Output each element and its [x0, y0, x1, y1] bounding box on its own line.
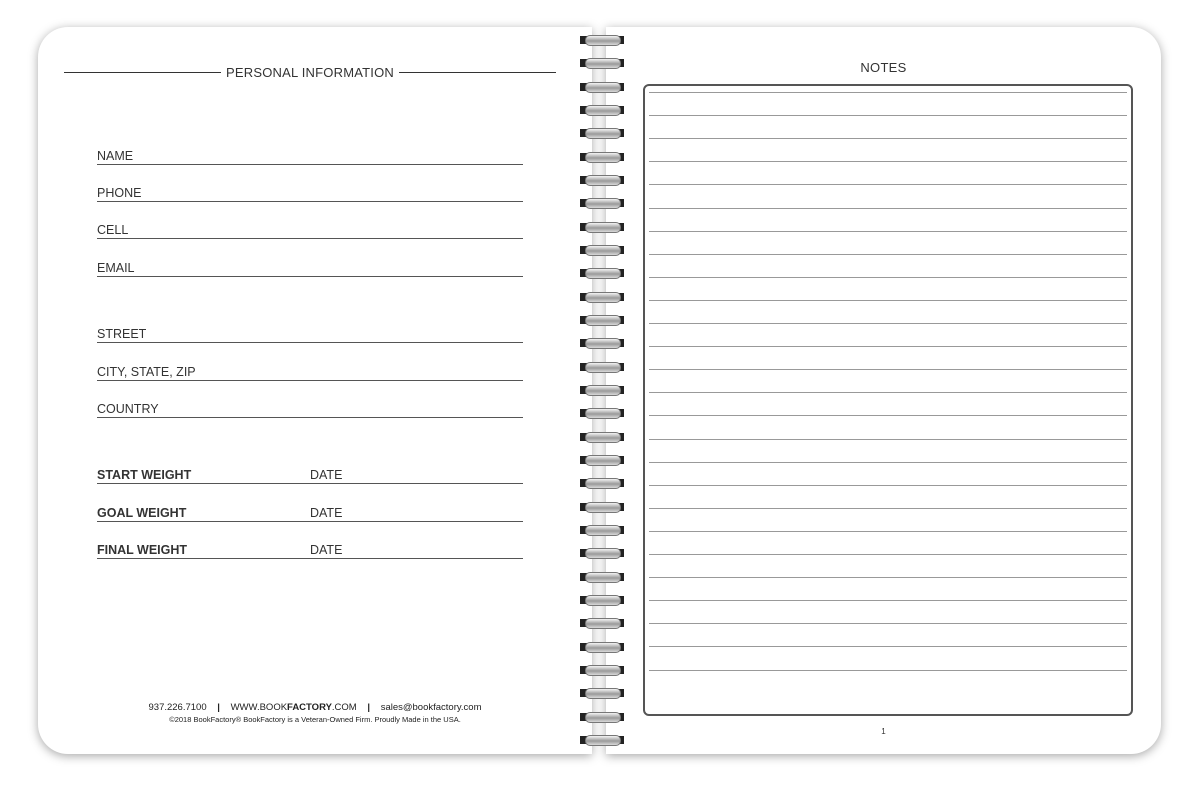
- footer-phone: 937.226.7100: [148, 702, 207, 713]
- goal-weight-date-label: DATE: [310, 506, 343, 520]
- cell-field[interactable]: [97, 220, 523, 239]
- start-weight-date-label: DATE: [310, 468, 343, 482]
- note-line: [649, 184, 1127, 185]
- spiral-coil: [577, 291, 627, 303]
- coil-wire: [585, 292, 621, 303]
- coil-wire: [585, 642, 621, 653]
- name-label: NAME: [97, 149, 134, 163]
- footer-email[interactable]: sales@bookfactory.com: [380, 702, 482, 713]
- cell-label: CELL: [97, 223, 129, 237]
- coil-wire: [585, 618, 621, 629]
- note-line: [649, 277, 1127, 278]
- note-line: [649, 439, 1127, 440]
- left-page: [38, 27, 592, 754]
- street-field[interactable]: [97, 324, 523, 343]
- note-line: [649, 485, 1127, 486]
- note-line: [649, 138, 1127, 139]
- note-line: [649, 554, 1127, 555]
- coil-wire: [585, 58, 621, 69]
- spiral-coil: [577, 477, 627, 489]
- coil-wire: [585, 595, 621, 606]
- spiral-coil: [577, 734, 627, 746]
- notes-title: NOTES: [860, 60, 907, 75]
- goal-weight-field[interactable]: [97, 503, 523, 522]
- spiral-coil: [577, 81, 627, 93]
- footer-separator: |: [367, 702, 371, 713]
- coil-wire: [585, 735, 621, 746]
- coil-wire: [585, 175, 621, 186]
- coil-wire: [585, 315, 621, 326]
- coil-wire: [585, 222, 621, 233]
- coil-wire: [585, 82, 621, 93]
- final-weight-field[interactable]: [97, 540, 523, 559]
- city-state-zip-label: CITY, STATE, ZIP: [97, 365, 196, 379]
- note-line: [649, 415, 1127, 416]
- note-line: [649, 577, 1127, 578]
- coil-wire: [585, 688, 621, 699]
- page-number: 1: [881, 727, 886, 736]
- coil-wire: [585, 548, 621, 559]
- personal-information-title: PERSONAL INFORMATION: [226, 64, 394, 80]
- spiral-coil: [577, 431, 627, 443]
- note-line: [649, 323, 1127, 324]
- note-line: [649, 369, 1127, 370]
- spiral-coil: [577, 407, 627, 419]
- coil-wire: [585, 665, 621, 676]
- coil-wire: [585, 105, 621, 116]
- spiral-coil: [577, 384, 627, 396]
- spiral-coil: [577, 641, 627, 653]
- note-line: [649, 346, 1127, 347]
- note-line: [649, 623, 1127, 624]
- header-rule-right: [399, 72, 556, 73]
- coil-wire: [585, 35, 621, 46]
- spiral-coil: [577, 337, 627, 349]
- note-line: [649, 115, 1127, 116]
- spiral-coil: [577, 244, 627, 256]
- note-line: [649, 254, 1127, 255]
- coil-wire: [585, 268, 621, 279]
- coil-wire: [585, 572, 621, 583]
- city-state-zip-field[interactable]: [97, 362, 523, 381]
- website-suffix: .COM: [331, 702, 357, 713]
- spiral-coil: [577, 267, 627, 279]
- spiral-coil: [577, 524, 627, 536]
- coil-wire: [585, 432, 621, 443]
- note-line: [649, 646, 1127, 647]
- website-prefix: WWW.BOOK: [230, 702, 288, 713]
- website-bold: FACTORY: [287, 702, 332, 713]
- spiral-coil: [577, 594, 627, 606]
- note-line: [649, 508, 1127, 509]
- coil-wire: [585, 198, 621, 209]
- final-weight-label: FINAL WEIGHT: [97, 543, 188, 557]
- coil-wire: [585, 478, 621, 489]
- goal-weight-label: GOAL WEIGHT: [97, 506, 187, 520]
- spiral-coil: [577, 617, 627, 629]
- country-label: COUNTRY: [97, 402, 159, 416]
- coil-wire: [585, 385, 621, 396]
- spiral-coil: [577, 687, 627, 699]
- phone-field[interactable]: [97, 183, 523, 202]
- phone-label: PHONE: [97, 186, 142, 200]
- country-field[interactable]: [97, 399, 523, 418]
- coil-wire: [585, 152, 621, 163]
- email-label: EMAIL: [97, 261, 135, 275]
- note-line: [649, 208, 1127, 209]
- note-line: [649, 670, 1127, 671]
- note-line: [649, 600, 1127, 601]
- footer-contact: [38, 702, 592, 713]
- coil-wire: [585, 245, 621, 256]
- spiral-coil: [577, 571, 627, 583]
- coil-wire: [585, 128, 621, 139]
- note-line: [649, 462, 1127, 463]
- notes-box[interactable]: [643, 84, 1133, 716]
- spiral-coil: [577, 127, 627, 139]
- spiral-binding: [577, 34, 627, 746]
- spiral-coil: [577, 197, 627, 209]
- note-line: [649, 531, 1127, 532]
- spiral-coil: [577, 711, 627, 723]
- spiral-coil: [577, 501, 627, 513]
- spiral-coil: [577, 104, 627, 116]
- footer-separator: |: [217, 702, 220, 713]
- start-weight-label: START WEIGHT: [97, 468, 192, 482]
- final-weight-date-label: DATE: [310, 543, 343, 557]
- coil-wire: [585, 408, 621, 419]
- coil-wire: [585, 502, 621, 513]
- spiral-coil: [577, 34, 627, 46]
- footer-copyright: ©2018 BookFactory® BookFactory is a Veteran-Owned Firm. Proudly Made in the USA.: [169, 715, 461, 724]
- coil-wire: [585, 525, 621, 536]
- note-line: [649, 231, 1127, 232]
- spiral-coil: [577, 314, 627, 326]
- footer-website[interactable]: [231, 702, 357, 713]
- spiral-coil: [577, 57, 627, 69]
- note-line: [649, 392, 1127, 393]
- note-line: [649, 161, 1127, 162]
- coil-wire: [585, 338, 621, 349]
- coil-wire: [585, 712, 621, 723]
- spiral-coil: [577, 547, 627, 559]
- coil-wire: [585, 455, 621, 466]
- name-field[interactable]: [97, 146, 523, 165]
- personal-information-header: [64, 64, 556, 80]
- start-weight-field[interactable]: [97, 465, 523, 484]
- header-rule-left: [64, 72, 221, 73]
- spiral-coil: [577, 221, 627, 233]
- spiral-coil: [577, 361, 627, 373]
- coil-wire: [585, 362, 621, 373]
- note-line: [649, 300, 1127, 301]
- street-label: STREET: [97, 327, 147, 341]
- right-page: [606, 27, 1161, 754]
- spiral-coil: [577, 151, 627, 163]
- spiral-coil: [577, 454, 627, 466]
- note-line: [649, 92, 1127, 93]
- spiral-coil: [577, 174, 627, 186]
- email-field[interactable]: [97, 258, 523, 277]
- spiral-coil: [577, 664, 627, 676]
